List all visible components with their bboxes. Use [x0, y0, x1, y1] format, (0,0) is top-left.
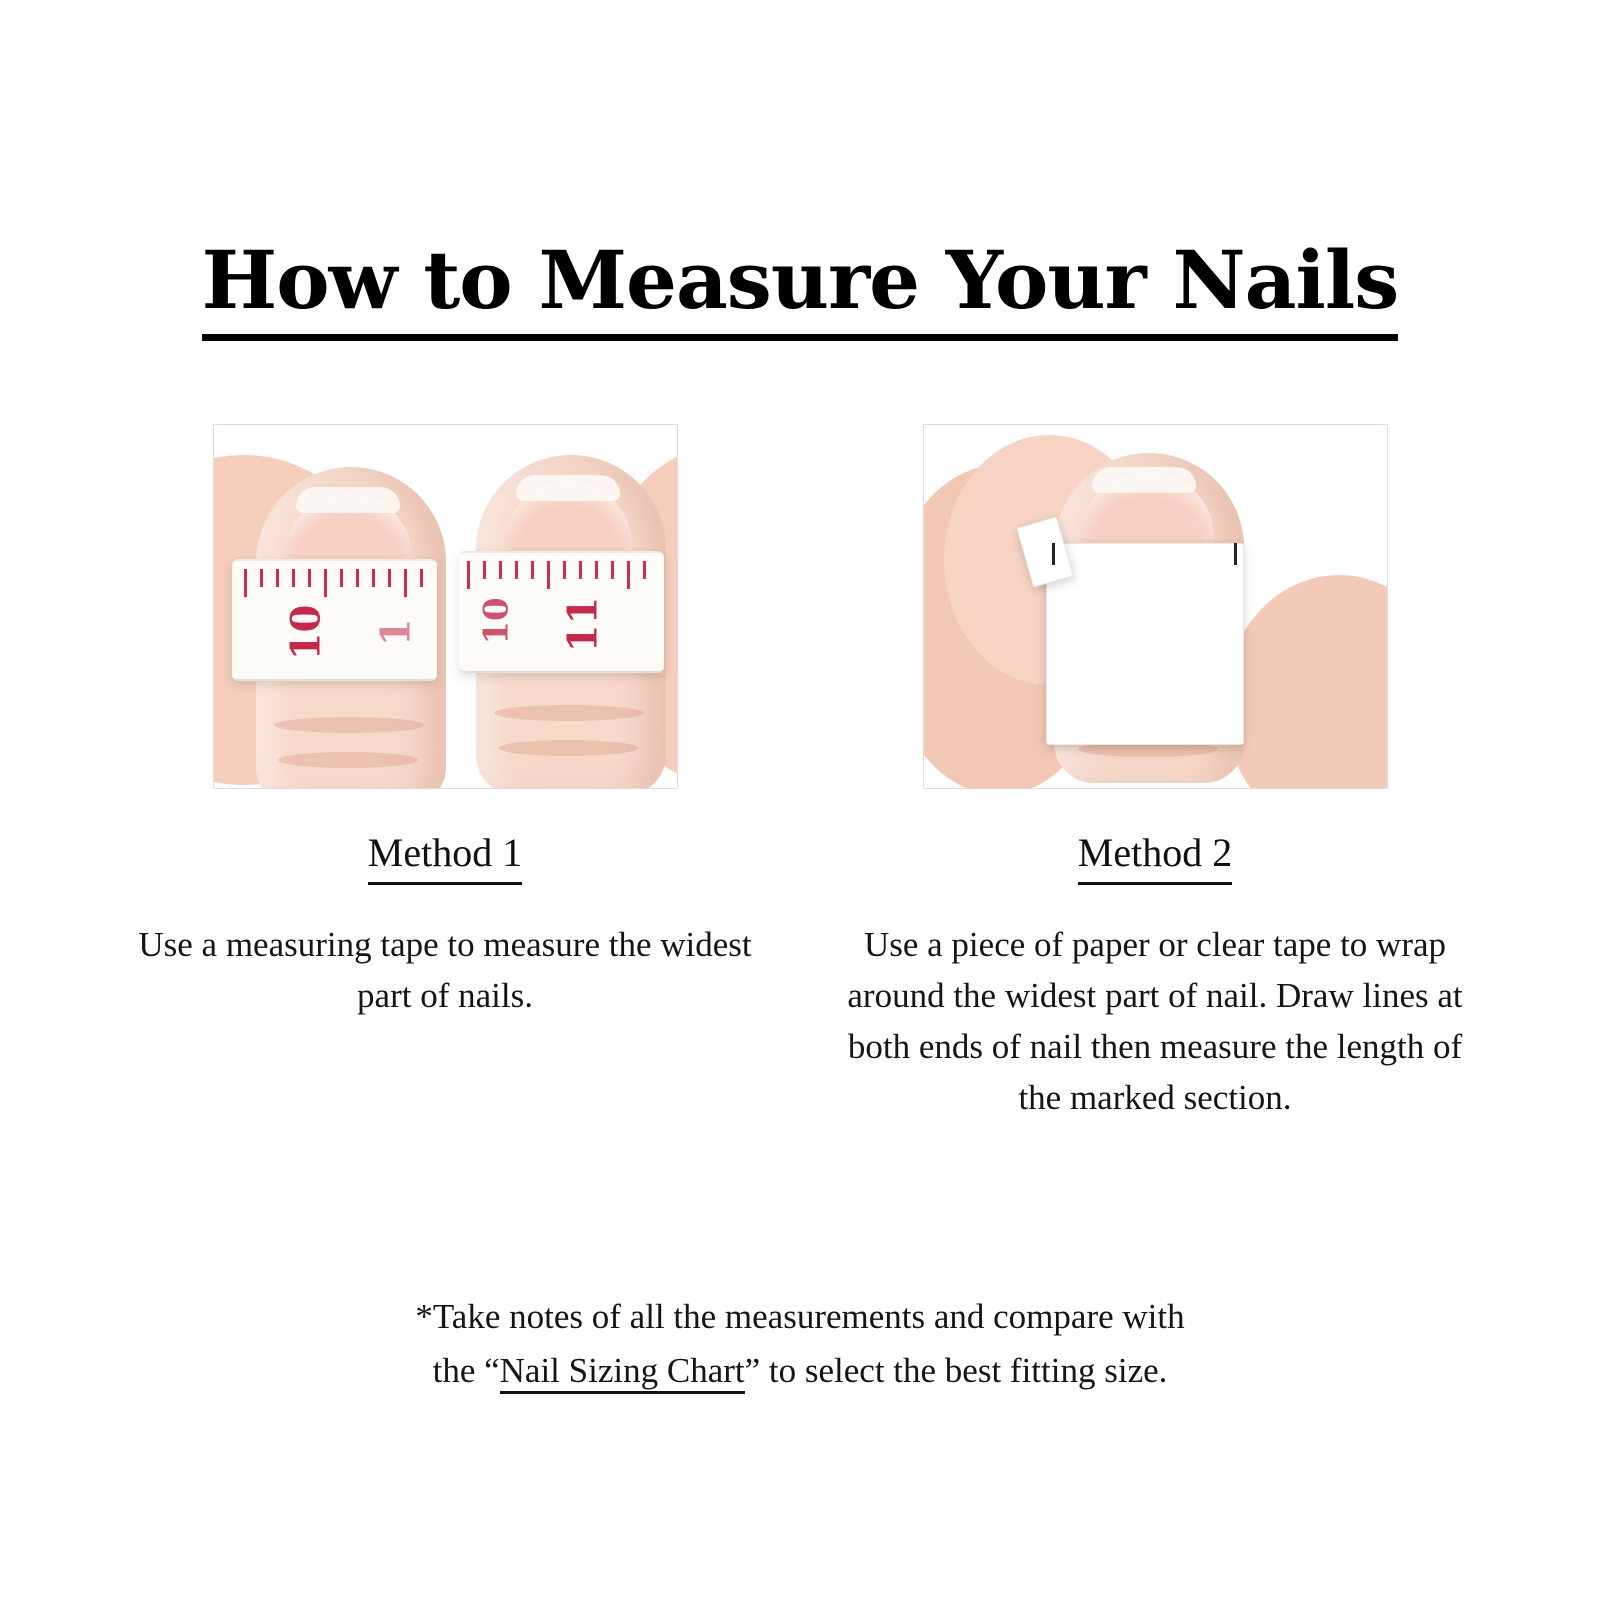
- method-2-text: Use a piece of paper or clear tape to wrap around the widest part of nail. Draw lines at both ends of nail then measure the length of the marked section.: [847, 925, 1463, 1118]
- method-2-label: Method 2: [1078, 829, 1232, 885]
- tape-number-partial: 10: [476, 597, 517, 645]
- footnote-line-2-prefix: the “: [432, 1351, 500, 1391]
- footnote: [0, 1290, 1600, 1399]
- tape-number-partial: 1: [371, 618, 419, 647]
- method-1-image: [213, 424, 678, 789]
- measuring-tape-right: [459, 551, 664, 673]
- footnote-line-1: *Take notes of all the measurements and compare with: [415, 1297, 1185, 1336]
- tape-number: 10: [281, 604, 329, 661]
- measuring-tape-left: [232, 559, 437, 681]
- footnote-line-2: [0, 1344, 1600, 1398]
- method-2-column: [835, 424, 1475, 1123]
- method-1-label: Method 1: [368, 829, 522, 885]
- tape-number: 11: [558, 596, 606, 653]
- method-2-image: [923, 424, 1388, 789]
- page-title-container: [0, 233, 1600, 341]
- footnote-line-2-suffix: ” to select the best fitting size.: [744, 1351, 1168, 1391]
- method-1-text: Use a measuring tape to measure the widest part of nails.: [138, 925, 752, 1016]
- mark-line-left: [1052, 543, 1055, 565]
- nail-sizing-chart-reference: Nail Sizing Chart: [500, 1351, 745, 1394]
- mark-line-right: [1234, 543, 1237, 565]
- methods-row: [0, 424, 1600, 1123]
- page-title: How to Measure Your Nails: [202, 240, 1399, 341]
- image-divider: [446, 425, 449, 789]
- method-1-column: [125, 424, 765, 1123]
- paper-strip: [1046, 543, 1244, 745]
